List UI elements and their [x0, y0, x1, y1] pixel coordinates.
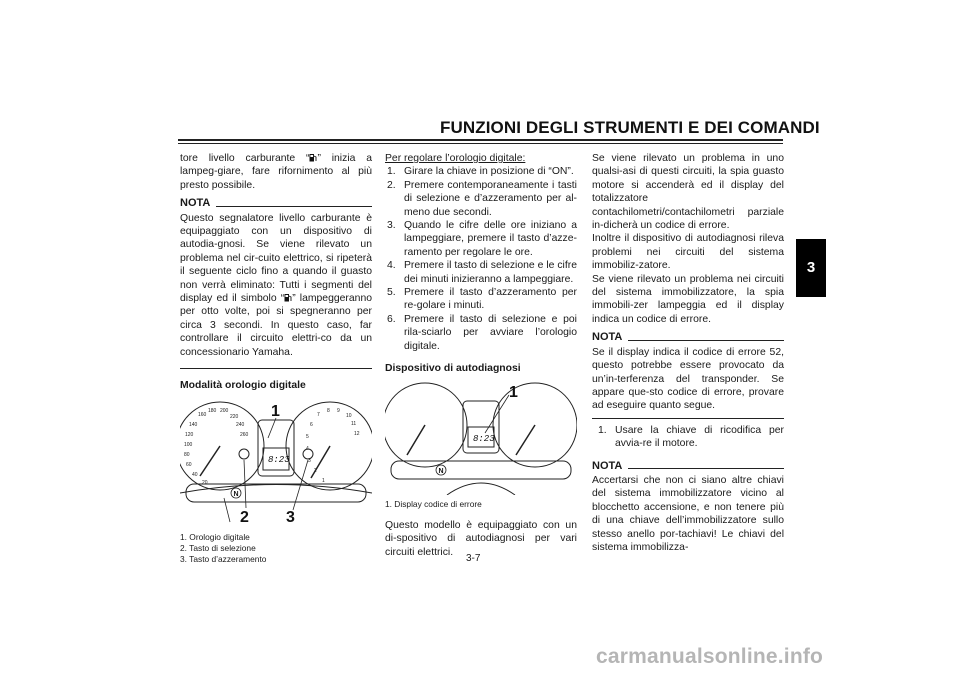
nota-text: Questo segnalatore livello carburante è equipaggiato con un dispositivo di autodia-gnosi. Se viene rilevato un problema nel cir-cuito elettrico, si ripeterà il seguente ciclo fino a quando il guasto non verrà eliminato: Tutti i segmenti del display ed il simbolo “ ” lampeggeranno per otto volte, poi si spegneranno per circa 3 secondi. In questo caso, far controllare il circuito elettri-co da un concessionario Yamaha.	[180, 212, 372, 358]
instrument-cluster-illustration	[180, 398, 372, 528]
header-rule-thin	[178, 143, 783, 144]
speedometer-needle	[407, 425, 425, 455]
tach-tick-label: 3	[308, 457, 311, 464]
speed-tick-label: 160	[198, 411, 207, 418]
fuel-warning-paragraph: tore livello carburante “ ” inizia a lampeg-giare, fare rifornimento al più presto possibile.	[180, 153, 372, 191]
self-diagnosis-intro: Questo modello è equipaggiato con un di-spositivo di autodiagnosi per vari circuiti elettrici.	[385, 519, 577, 558]
neutral-indicator-label: N	[233, 490, 239, 498]
tach-tick-label: 9	[337, 407, 340, 414]
speed-tick-label: 40	[192, 471, 198, 478]
section-title-clock-mode: Modalità orologio digitale	[180, 380, 306, 392]
speed-tick-label: 140	[189, 421, 198, 428]
speed-tick-label: 20	[202, 479, 208, 486]
tachometer-needle	[516, 425, 535, 455]
steps-title: Per regolare l’orologio digitale:	[385, 153, 526, 164]
list-item: 5. Premere il tasto d’azzeramento per re-golare i minuti.	[387, 287, 577, 312]
neutral-indicator-label: N	[438, 467, 444, 475]
caption-item: 3. Tasto d’azzeramento	[180, 553, 267, 564]
caption-item: 2. Tasto di selezione	[180, 542, 256, 553]
column-3	[592, 152, 784, 554]
speed-tick-label: 120	[185, 431, 194, 438]
speed-tick-label: 180	[208, 407, 217, 414]
list-item: 1. Usare la chiave di ricodifica per avvia-re il motore.	[598, 424, 784, 450]
speed-tick-label: 80	[184, 451, 190, 458]
leader-line	[268, 418, 276, 438]
recode-steps	[592, 424, 784, 451]
instrument-cluster-illustration	[385, 381, 577, 495]
caption-item: 1. Orologio digitale	[180, 531, 250, 542]
error-code-display: 8:23	[473, 433, 495, 444]
list-item: 4. Premere il tasto di selezione e le cifre dei minuti inizieranno a lampeggiare.	[387, 260, 577, 285]
section-title-self-diagnosis: Dispositivo di autodiagnosi	[385, 363, 521, 375]
column-2	[385, 152, 577, 559]
select-button-graphic	[239, 449, 249, 459]
list-item: 3. Quando le cifre delle ore iniziano a lampeggiare, premere il tasto d’azze-ramento per regolare le ore.	[387, 220, 577, 258]
tach-tick-label: 4	[306, 445, 309, 452]
speed-tick-label: 260	[240, 431, 249, 438]
callout-1: 1	[509, 383, 518, 401]
figure-captions	[180, 532, 372, 566]
list-item: 6. Premere il tasto di selezione e poi rila-sciarlo per avviare l’orologio digitale.	[387, 313, 577, 352]
speed-tick-label: 220	[230, 413, 239, 420]
speedometer-needle	[200, 446, 220, 476]
speed-tick-label: 240	[236, 421, 245, 428]
callout-3: 3	[286, 508, 295, 526]
tach-tick-label: 1	[322, 477, 325, 484]
speed-tick-label: 100	[184, 441, 193, 448]
tachometer-dial	[286, 402, 372, 490]
nota-heading: NOTA	[592, 331, 784, 344]
nota-text: Accertarsi che non ci siano altre chiavi del sistema immobilizzatore vicino al blocchetto accensione, e non tenere più di una chiave dell’immobilizzatore sullo stesso anello por-tachiavi! Le chiavi del sistema immobilizza-	[592, 474, 784, 553]
column-1	[180, 152, 372, 565]
header-rule	[178, 139, 783, 141]
page-header-title: FUNZIONI DEGLI STRUMENTI E DEI COMANDI	[440, 118, 820, 137]
speed-tick-label: 200	[220, 407, 229, 414]
tach-tick-label: 7	[317, 411, 320, 418]
tach-tick-label: 8	[327, 407, 330, 414]
tach-tick-label: 2	[314, 467, 317, 474]
tach-tick-label: 12	[354, 430, 360, 437]
tach-tick-label: 10	[346, 412, 352, 419]
nota-text: Se il display indica il codice di errore 52, questo potrebbe essere provocato da un’in-terferenza del transponder. Se appare que-sto codice di errore, provare ad eseguire quanto segue.	[592, 346, 784, 412]
tach-tick-label: 6	[310, 421, 313, 428]
self-diagnosis-text: Se viene rilevato un problema in uno qualsi-asi di questi circuiti, la spia guasto motore si accenderà ed il display del totalizzatore contachilometri/contachilometri parziale in-dicherà un codice di errore. Inoltre il dispositivo di autodiagnosi rileva problemi nei circuiti del sistema immobiliz-zatore. Se viene rilevato un problema nei circuiti del sistema immobilizzatore, la spia immobili-zer lampeggia ed il display indica un codice di errore.	[592, 153, 784, 325]
page-number: 3-7	[466, 553, 481, 564]
nota-heading: NOTA	[592, 460, 784, 473]
list-item: 2. Premere contemporaneamente i tasti di selezione e d’azzeramento per al-meno due secondi.	[387, 179, 577, 218]
clock-setting-steps	[385, 165, 577, 353]
tach-tick-label: 11	[351, 420, 357, 427]
speedometer-dial	[385, 383, 467, 467]
list-item: 1. Girare la chiave in posizione di “ON”.	[387, 166, 574, 178]
nota-end-rule	[180, 368, 372, 369]
speed-tick-label: 60	[186, 461, 192, 468]
nota-heading: NOTA	[180, 197, 372, 210]
watermark: carmanualsonline.info	[596, 645, 824, 668]
tach-tick-label: 5	[306, 433, 309, 440]
callout-1: 1	[271, 402, 280, 420]
digital-clock: 8:23	[268, 454, 290, 465]
callout-2: 2	[240, 508, 249, 526]
nota-end-rule	[592, 418, 784, 419]
section-tab: 3	[796, 239, 826, 297]
figure-caption: 1. Display codice di errore	[385, 498, 482, 509]
